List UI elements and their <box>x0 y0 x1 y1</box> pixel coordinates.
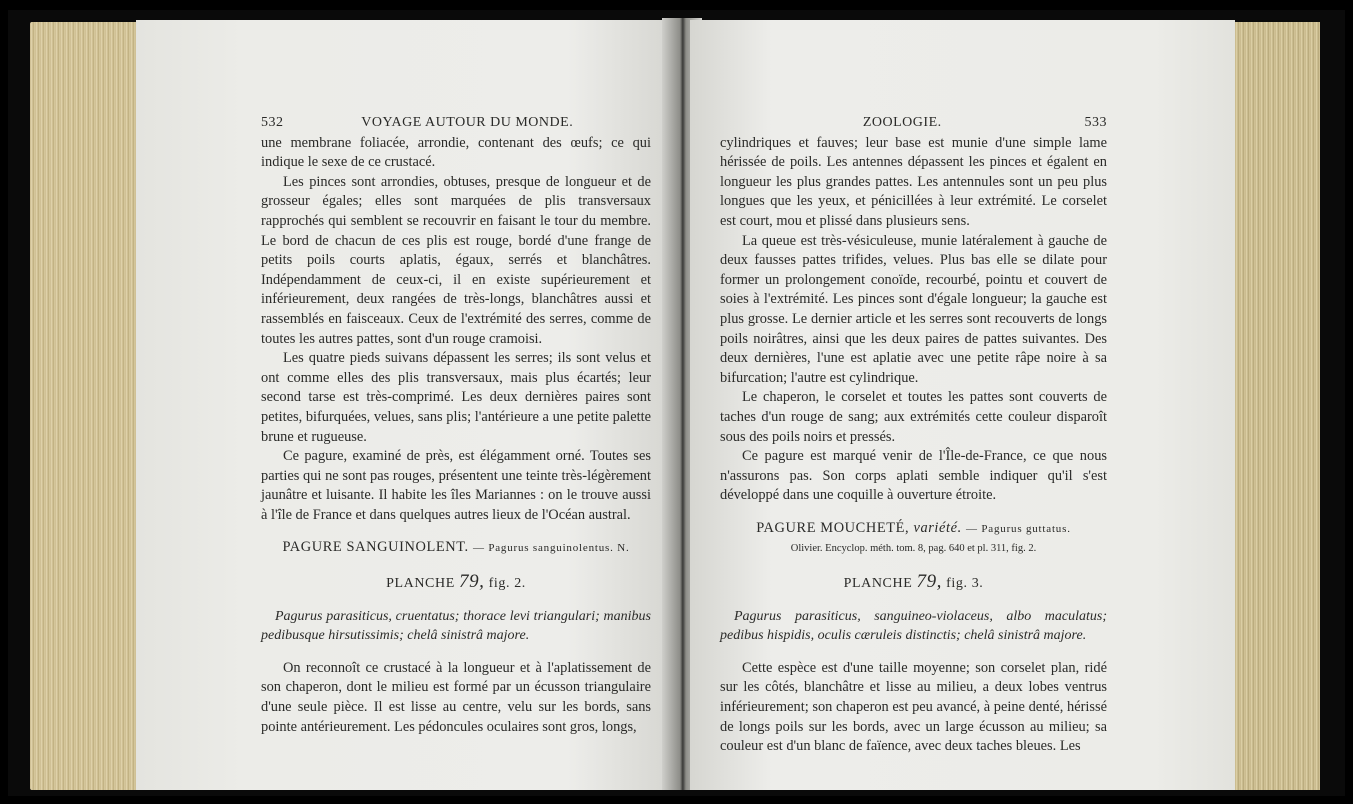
paragraph: Le chaperon, le corselet et toutes les pattes sont couverts de taches d'un rouge de sang; aux extrémités cette couleur disparoît sous des poils noirs et pressés. <box>720 389 1107 445</box>
right-page-text <box>720 113 1107 757</box>
plate-label: PLANCHE <box>386 576 455 592</box>
paragraph: Ce pagure est marqué venir de l'Île-de-France, ce que nous n'assurons pas. Son corps aplati semble indiquer qu'il s'est développé dans une coquille à ouverture étroite. <box>720 448 1107 504</box>
left-page-number: 532 <box>261 115 284 130</box>
paragraph: La queue est très-vésiculeuse, munie latéralement à gauche de deux fausses pattes trifides, velues. Plus bas elle se dilate pour former un prolongement conoïde, recourbé, pointu et couvert de soies à l'extrémité. Les pinces sont d'égale longueur; la gauche est plus grosse. Le dernier article et les serres sont recouverts de longs poils noirâtres, ainsi que les deux paires de pattes suivantes. Des deux dernières, l'une est aplatie avec une petite râpe noire à sa bifurcation; l'autre est cylindrique. <box>720 232 1107 386</box>
latin-description: Pagurus parasiticus, cruentatus; thorace levi triangulari; manibus pedibusque hirsutissimis; chelâ sinistrâ majore. <box>261 608 651 644</box>
plate-reference <box>261 572 651 594</box>
species-name: PAGURE MOUCHETÉ, <box>756 519 910 536</box>
right-page <box>690 20 1235 790</box>
species-heading <box>720 519 1107 540</box>
paragraph: Les quatre pieds suivans dépassent les serres; ils sont velus et ont comme elles des plis transversaux, mais plus écartés; leur second tarse est très-comprimé. Les deux dernières paires sont petites, bifurquées, velues, sans plis; l'antérieure a une petite palette brune et rugueuse. <box>261 350 651 445</box>
right-page-edges <box>1230 22 1320 790</box>
species-latin-name: — Pagurus sanguinolentus. N. <box>472 542 630 555</box>
plate-reference <box>720 572 1107 594</box>
paragraph: Les pinces sont arrondies, obtuses, presque de longueur et de grosseur égales; elles sont marquées de plis transversaux rapprochés qui semblent se recouvrir en faisant le tour du membre. Le bord de chacun de ces plis est rouge, bordé d'une frange de petits poils courts aplatis, égaux, serrés et blanchâtres. Indépendamment de ceux-ci, il en existe supérieurement et inférieurement, deux rangées de très-longs, blanchâtres aussi et rassemblés en faisceaux. Ceux de l'extrémité des serres, comme de toutes les autres pattes, sont d'un rouge cramoisi. <box>261 173 651 347</box>
plate-label: PLANCHE <box>843 576 913 592</box>
species-name: PAGURE SANGUINOLENT. <box>282 539 469 556</box>
description-paragraph: Cette espèce est d'une taille moyenne; son corselet plan, ridé sur les côtés, blanchâtre et lisse au milieu, a deux lobes ventrus inférieurement; son chaperon est peu avancé, à peine denté, hérissé de longs poils sur les bords, avec un large écusson au milieu; sa couleur est d'un blanc de faïence, avec deux taches bleues. Les <box>720 659 1107 755</box>
paragraph: Ce pagure, examiné de près, est élégamment orné. Toutes ses parties qui ne sont pas rouges, présentent une teinte très-légèrement jaunâtre et luisante. Il habite les îles Mariannes : on le trouve aussi à l'île de France et dans quelques autres lieux de l'Océan austral. <box>261 448 651 523</box>
plate-figure: fig. 2. <box>488 576 526 592</box>
paragraph: une membrane foliacée, arrondie, contenant des œufs; ce qui indique le sexe de ce crustacé. <box>261 134 651 171</box>
paragraph: cylindriques et fauves; leur base est munie d'une simple lame hérissée de poils. Les antennes dépassent les pinces et égalent en longueur les plus grandes pattes. Les antennules sont un peu plus longues que les yeux, et pénicillées à leur extrémité. Le corselet est court, mou et plissé dans plusieurs sens. <box>720 134 1107 229</box>
left-page-edges <box>30 22 140 790</box>
latin-description: Pagurus parasiticus, sanguineo-violaceus, albo maculatus; pedibus hispidis, oculis cæruleis distinctis; chelâ sinistrâ majore. <box>720 608 1107 644</box>
right-running-head <box>720 113 1107 133</box>
plate-number: 79, <box>916 571 943 593</box>
left-running-head <box>261 113 651 133</box>
species-latin-name: — Pagurus guttatus. <box>966 522 1071 535</box>
description-paragraph: On reconnoît ce crustacé à la longueur et à l'aplatissement de son chaperon, dont le milieu est formé par un écusson triangulaire d'une seule pièce. Il est lisse au centre, velu sur les bords, sans pointe antérieurement. Les pédoncules oculaires sont gros, longs, <box>261 659 651 735</box>
species-heading <box>261 538 651 559</box>
right-running-title: ZOOLOGIE. <box>862 115 942 130</box>
left-page-text <box>261 113 651 737</box>
citation: Olivier. Encyclop. méth. tom. 8, pag. 640 et pl. 311, fig. 2. <box>790 543 1037 555</box>
left-running-title: VOYAGE AUTOUR DU MONDE. <box>361 115 574 130</box>
plate-number: 79, <box>458 571 485 593</box>
left-page <box>136 20 676 790</box>
species-variety: variété. <box>913 519 962 536</box>
plate-figure: fig. 3. <box>946 576 984 592</box>
right-page-number: 533 <box>1084 115 1107 130</box>
